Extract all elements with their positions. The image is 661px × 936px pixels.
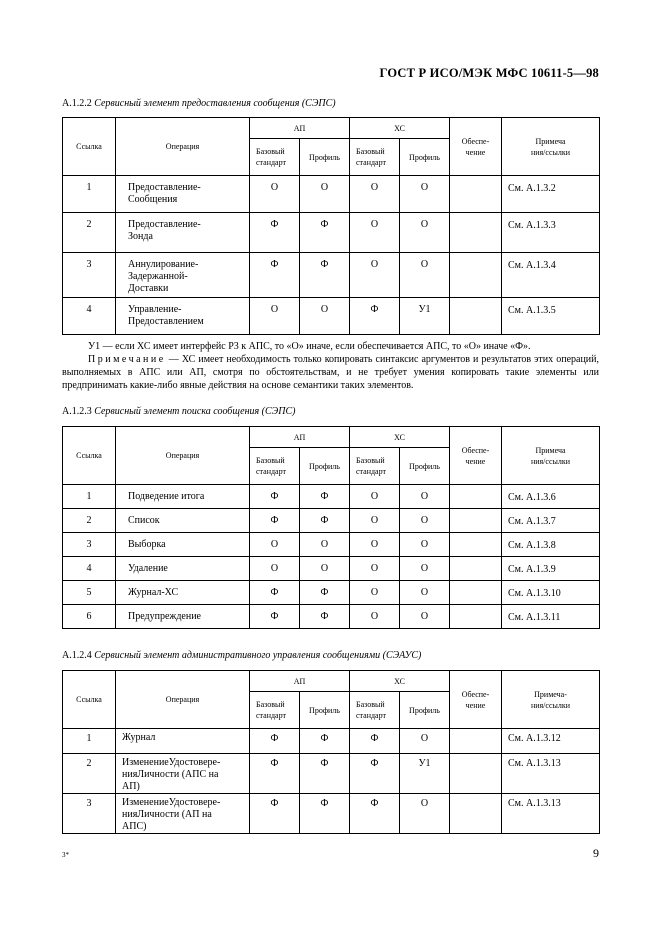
col-header-notes: Примеча- ния/ссылки — [502, 671, 600, 729]
cell-ap-base: Ф — [250, 253, 300, 298]
cell-operation: Журнал-ХС — [116, 581, 250, 605]
cell-xc-profile: О — [400, 253, 450, 298]
cell-provision — [450, 729, 502, 754]
cell-ref-number: 1 — [63, 176, 116, 213]
cell-notes-ref: См. А.1.3.3 — [502, 213, 600, 253]
cell-xc-base: О — [350, 605, 400, 629]
cell-notes-ref: См. А.1.3.6 — [502, 485, 600, 509]
cell-ap-base: Ф — [250, 581, 300, 605]
cell-notes-ref: См. А.1.3.13 — [502, 794, 600, 834]
cell-ref-number: 3 — [63, 533, 116, 557]
cell-ap-base: О — [250, 557, 300, 581]
cell-ap-base: О — [250, 176, 300, 213]
cell-xc-base: Ф — [350, 754, 400, 794]
cell-ap-profile: Ф — [300, 754, 350, 794]
col-header-notes: Примеча ния/ссылки — [502, 118, 600, 176]
cell-notes-ref: См. А.1.3.11 — [502, 605, 600, 629]
note-block — [62, 340, 599, 392]
cell-ref-number: 4 — [63, 557, 116, 581]
cell-provision — [450, 509, 502, 533]
cell-operation: Управление- Предоставлением — [116, 298, 250, 335]
table-row — [63, 605, 600, 629]
cell-operation: ИзменениеУдостовере- нияЛичности (АПС на АП) — [116, 754, 250, 794]
section-title: Сервисный элемент поиска сообщения (СЭПС) — [94, 406, 296, 417]
table-row — [63, 754, 600, 794]
col-header-ap-base: Базовый стандарт — [250, 448, 300, 485]
col-header-operation: Операция — [116, 671, 250, 729]
col-header-ref: Ссылка — [63, 118, 116, 176]
cell-provision — [450, 176, 502, 213]
cell-ap-profile: О — [300, 533, 350, 557]
cell-ap-profile: Ф — [300, 485, 350, 509]
cell-ap-base: Ф — [250, 485, 300, 509]
cell-provision — [450, 754, 502, 794]
table-row — [63, 533, 600, 557]
cell-ap-profile: Ф — [300, 509, 350, 533]
cell-notes-ref: См. А.1.3.8 — [502, 533, 600, 557]
table-row — [63, 729, 600, 754]
cell-ref-number: 2 — [63, 754, 116, 794]
table-row — [63, 794, 600, 834]
cell-xc-profile: О — [400, 729, 450, 754]
table-row — [63, 557, 600, 581]
cell-notes-ref: См. А.1.3.2 — [502, 176, 600, 213]
cell-notes-ref: См. А.1.3.10 — [502, 581, 600, 605]
cell-operation: Выборка — [116, 533, 250, 557]
cell-xc-profile: О — [400, 533, 450, 557]
col-header-operation: Операция — [116, 427, 250, 485]
cell-xc-profile: О — [400, 485, 450, 509]
cell-provision — [450, 557, 502, 581]
col-header-ref: Ссылка — [63, 671, 116, 729]
cell-ap-base: Ф — [250, 605, 300, 629]
cell-provision — [450, 213, 502, 253]
col-header-xc-base: Базовый стандарт — [350, 139, 400, 176]
section-number: А.1.2.3 — [62, 406, 92, 417]
cell-xc-base: Ф — [350, 298, 400, 335]
table-row — [63, 581, 600, 605]
cell-ref-number: 5 — [63, 581, 116, 605]
cell-xc-base: О — [350, 253, 400, 298]
cell-notes-ref: См. А.1.3.12 — [502, 729, 600, 754]
cell-ap-profile: Ф — [300, 581, 350, 605]
section-number: А.1.2.2 — [62, 98, 92, 109]
cell-xc-base: О — [350, 176, 400, 213]
col-header-ap-profile: Профиль — [300, 692, 350, 729]
table-row — [63, 253, 600, 298]
col-header-xc: ХС — [350, 118, 450, 139]
col-header-provision: Обеспе- чение — [450, 671, 502, 729]
col-header-ap-profile: Профиль — [300, 139, 350, 176]
cell-ref-number: 3 — [63, 253, 116, 298]
note-y1: У1 — если ХС имеет интерфейс Р3 к АПС, то «О» иначе, если обеспечивается АПС, то «О» иначе «Ф». — [88, 341, 531, 352]
col-header-ref: Ссылка — [63, 427, 116, 485]
header-row — [63, 118, 600, 139]
cell-ap-profile: Ф — [300, 794, 350, 834]
cell-ap-profile: Ф — [300, 253, 350, 298]
cell-operation: Подведение итога — [116, 485, 250, 509]
cell-ap-base: Ф — [250, 754, 300, 794]
cell-ap-profile: Ф — [300, 605, 350, 629]
cell-notes-ref: См. А.1.3.7 — [502, 509, 600, 533]
table-row — [63, 485, 600, 509]
section-caption — [62, 406, 295, 417]
cell-xc-profile: О — [400, 557, 450, 581]
col-header-notes: Примеча ния/ссылки — [502, 427, 600, 485]
cell-operation: Предоставление- Сообщения — [116, 176, 250, 213]
cell-ap-profile: О — [300, 557, 350, 581]
cell-ref-number: 1 — [63, 485, 116, 509]
cell-ap-base: О — [250, 533, 300, 557]
cell-ref-number: 1 — [63, 729, 116, 754]
cell-notes-ref: См. А.1.3.9 — [502, 557, 600, 581]
cell-ap-base: Ф — [250, 729, 300, 754]
cell-provision — [450, 298, 502, 335]
footer-signature: 3* — [62, 851, 69, 859]
section-title: Сервисный элемент административного управления сообщениями (СЭАУС) — [94, 650, 422, 661]
conformance-table — [62, 670, 600, 834]
cell-operation: Предупреждение — [116, 605, 250, 629]
cell-notes-ref: См. А.1.3.5 — [502, 298, 600, 335]
col-header-ap: АП — [250, 118, 350, 139]
cell-operation: ИзменениеУдостовере- нияЛичности (АП на АПС) — [116, 794, 250, 834]
cell-ap-base: Ф — [250, 509, 300, 533]
table-row — [63, 509, 600, 533]
col-header-operation: Операция — [116, 118, 250, 176]
cell-xc-base: О — [350, 533, 400, 557]
col-header-xc-profile: Профиль — [400, 448, 450, 485]
col-header-ap-base: Базовый стандарт — [250, 139, 300, 176]
cell-ap-base: О — [250, 298, 300, 335]
note-paragraph — [62, 353, 599, 392]
cell-ref-number: 3 — [63, 794, 116, 834]
conformance-table — [62, 117, 600, 335]
cell-provision — [450, 605, 502, 629]
section-caption — [62, 650, 421, 661]
cell-xc-profile: У1 — [400, 754, 450, 794]
cell-operation: Аннулирование- Задержанной- Доставки — [116, 253, 250, 298]
cell-notes-ref: См. А.1.3.4 — [502, 253, 600, 298]
section-number: А.1.2.4 — [62, 650, 92, 661]
cell-ap-profile: Ф — [300, 729, 350, 754]
header-row — [63, 427, 600, 448]
cell-provision — [450, 794, 502, 834]
section-title: Сервисный элемент предоставления сообщения (СЭПС) — [94, 98, 336, 109]
col-header-ap: АП — [250, 427, 350, 448]
cell-xc-base: О — [350, 213, 400, 253]
header-row — [63, 671, 600, 692]
section-caption — [62, 98, 336, 109]
cell-ap-base: Ф — [250, 794, 300, 834]
cell-operation: Список — [116, 509, 250, 533]
cell-notes-ref: См. А.1.3.13 — [502, 754, 600, 794]
cell-operation: Удаление — [116, 557, 250, 581]
note-label: Примечание — [88, 354, 166, 365]
conformance-table — [62, 426, 600, 629]
cell-ref-number: 2 — [63, 509, 116, 533]
cell-provision — [450, 485, 502, 509]
table-row — [63, 213, 600, 253]
cell-xc-profile: О — [400, 213, 450, 253]
cell-xc-profile: У1 — [400, 298, 450, 335]
cell-xc-profile: О — [400, 794, 450, 834]
document-header: ГОСТ Р ИСО/МЭК МФС 10611-5—98 — [379, 66, 599, 80]
cell-ref-number: 2 — [63, 213, 116, 253]
col-header-xc-base: Базовый стандарт — [350, 692, 400, 729]
col-header-ap: АП — [250, 671, 350, 692]
cell-provision — [450, 533, 502, 557]
table-row — [63, 176, 600, 213]
cell-xc-profile: О — [400, 176, 450, 213]
col-header-xc: ХС — [350, 671, 450, 692]
col-header-xc-profile: Профиль — [400, 139, 450, 176]
col-header-ap-profile: Профиль — [300, 448, 350, 485]
cell-ap-profile: О — [300, 176, 350, 213]
cell-xc-profile: О — [400, 509, 450, 533]
cell-xc-base: О — [350, 485, 400, 509]
cell-xc-profile: О — [400, 605, 450, 629]
col-header-xc-base: Базовый стандарт — [350, 448, 400, 485]
page-number: 9 — [593, 846, 599, 860]
cell-ref-number: 4 — [63, 298, 116, 335]
cell-ap-profile: О — [300, 298, 350, 335]
col-header-ap-base: Базовый стандарт — [250, 692, 300, 729]
cell-xc-base: Ф — [350, 729, 400, 754]
col-header-xc: ХС — [350, 427, 450, 448]
cell-provision — [450, 253, 502, 298]
cell-xc-base: О — [350, 581, 400, 605]
cell-ap-profile: Ф — [300, 213, 350, 253]
cell-ap-base: Ф — [250, 213, 300, 253]
cell-xc-base: О — [350, 509, 400, 533]
cell-operation: Предоставление- Зонда — [116, 213, 250, 253]
cell-provision — [450, 581, 502, 605]
col-header-xc-profile: Профиль — [400, 692, 450, 729]
cell-xc-base: О — [350, 557, 400, 581]
cell-xc-profile: О — [400, 581, 450, 605]
table-row — [63, 298, 600, 335]
note-text: — ХС имеет необходимость только копировать синтаксис аргументов и результатов этих операций, выполняемых в АПС или АП, смотря по обстоятельствам, и не требует умения копировать такие элементы или предпринимать какие-либо явные действия на основе семантики таких элементов. — [62, 354, 599, 391]
cell-xc-base: Ф — [350, 794, 400, 834]
cell-operation: Журнал — [116, 729, 250, 754]
col-header-provision: Обеспе- чение — [450, 427, 502, 485]
cell-ref-number: 6 — [63, 605, 116, 629]
col-header-provision: Обеспе- чение — [450, 118, 502, 176]
